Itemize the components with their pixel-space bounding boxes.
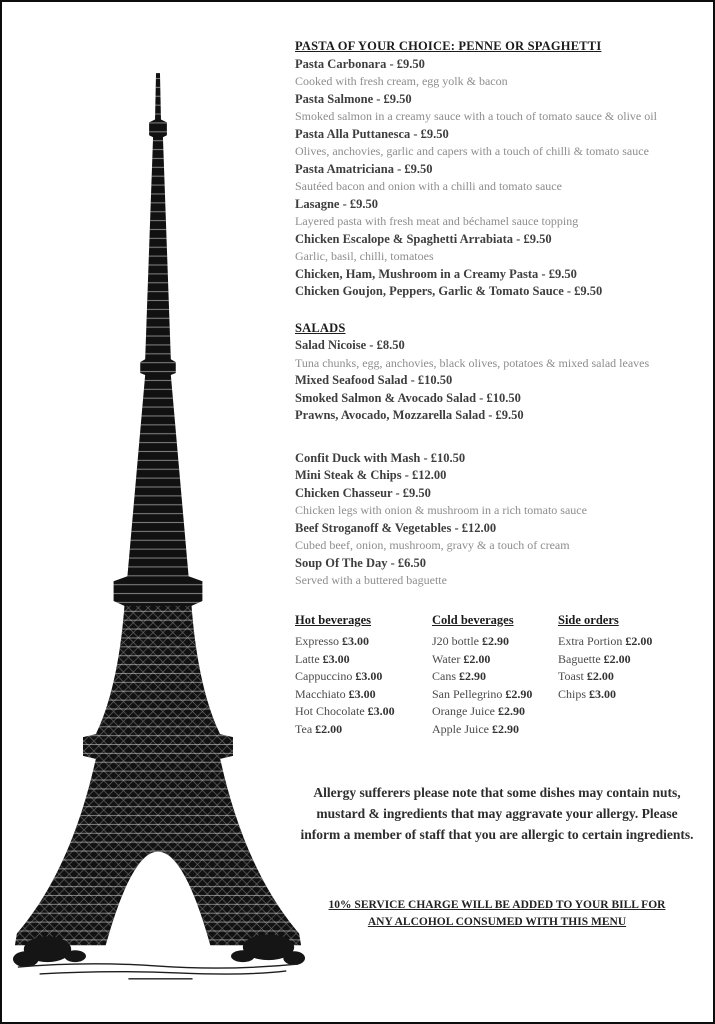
beverage-name: Orange Juice xyxy=(432,704,498,718)
beverage-price: £2.90 xyxy=(505,686,533,701)
menu-section xyxy=(295,450,699,590)
beverage-column xyxy=(295,612,432,739)
beverage-item xyxy=(558,633,678,651)
beverage-column-heading: Side orders xyxy=(558,612,619,627)
menu-item-description: Olives, anchovies, garlic and capers with a touch of chilli & tomato sauce xyxy=(295,144,649,158)
menu-section xyxy=(295,38,699,301)
beverage-item xyxy=(295,703,432,721)
beverage-name: Hot Chocolate xyxy=(295,704,368,718)
eiffel-tower-icon xyxy=(10,54,306,994)
menu-item-description: Garlic, basil, chilli, tomatoes xyxy=(295,249,434,263)
beverage-name: Extra Portion xyxy=(558,634,626,648)
beverage-price: £3.00 xyxy=(589,686,617,701)
beverage-item xyxy=(432,668,558,686)
beverage-name: Macchiato xyxy=(295,686,349,701)
beverage-item xyxy=(295,721,432,739)
beverage-item xyxy=(432,651,558,669)
beverage-name: Tea xyxy=(295,721,316,736)
beverage-price: £3.00 xyxy=(355,669,383,683)
menu-item-name: Lasagne - £9.50 xyxy=(295,196,378,211)
menu-item-name: Mini Steak & Chips - £12.00 xyxy=(295,468,447,482)
menu-item-name: Confit Duck with Mash - £10.50 xyxy=(295,450,466,465)
menu-item-name: Chicken Chasseur - £9.50 xyxy=(295,485,431,500)
eiffel-tower-illustration xyxy=(10,54,306,994)
menu-item-name: Pasta Carbonara - £9.50 xyxy=(295,56,425,71)
beverage-price: £2.90 xyxy=(459,669,486,683)
menu-item-description: Tuna chunks, egg, anchovies, black olives, potatoes & mixed salad leaves xyxy=(295,355,650,370)
menu-item-name: Mixed Seafood Salad - £10.50 xyxy=(295,373,453,387)
menu-item-description: Cooked with fresh cream, egg yolk & bacon xyxy=(295,74,508,88)
beverage-price: £2.00 xyxy=(463,651,491,666)
beverage-item xyxy=(558,651,678,669)
beverage-item xyxy=(558,668,678,686)
beverage-item xyxy=(558,686,678,704)
menu-item-name: Soup Of The Day - £6.50 xyxy=(295,555,427,570)
menu-item-description: Sautéed bacon and onion with a chilli and tomato sauce xyxy=(295,179,562,193)
menu-item-description: Chicken legs with onion & mushroom in a rich tomato sauce xyxy=(295,503,587,517)
menu-item-name: Chicken Goujon, Peppers, Garlic & Tomato Sauce - £9.50 xyxy=(295,284,603,298)
beverage-column xyxy=(558,612,678,739)
beverage-name: Chips xyxy=(558,686,590,701)
beverage-price: £2.00 xyxy=(315,721,343,736)
beverage-name: Cappuccino xyxy=(295,669,356,683)
allergy-note: Allergy sufferers please note that some dishes may contain nuts, mustard & ingredients that may aggravate your allergy. Please inform a member of staff that you are allergic to certain ingredients. xyxy=(300,785,694,842)
beverage-item xyxy=(295,633,432,651)
menu-section xyxy=(295,320,699,425)
beverages-columns xyxy=(295,612,699,739)
beverage-price: £2.00 xyxy=(603,651,631,666)
beverage-name: Baguette xyxy=(558,651,604,666)
beverage-column-heading: Cold beverages xyxy=(432,612,514,627)
beverage-item xyxy=(432,721,558,739)
menu-item-name: Beef Stroganoff & Vegetables - £12.00 xyxy=(295,520,497,535)
beverage-name: San Pellegrino xyxy=(432,686,506,701)
section-heading: PASTA OF YOUR CHOICE: PENNE OR SPAGHETTI xyxy=(295,39,602,53)
beverage-price: £2.90 xyxy=(491,721,519,736)
beverage-item xyxy=(295,686,432,704)
beverage-price: £3.00 xyxy=(322,651,350,666)
beverage-price: £3.00 xyxy=(367,704,395,718)
beverage-column xyxy=(432,612,558,739)
beverage-column-heading: Hot beverages xyxy=(295,612,372,627)
beverage-price: £2.00 xyxy=(625,634,653,648)
beverage-item xyxy=(295,651,432,669)
menu-item-description: Layered pasta with fresh meat and béchamel sauce topping xyxy=(295,214,579,228)
menu-item-name: Smoked Salmon & Avocado Salad - £10.50 xyxy=(295,390,521,405)
menu-item-name: Pasta Alla Puttanesca - £9.50 xyxy=(295,126,449,141)
section-heading: SALADS xyxy=(295,320,346,335)
beverage-name: Water xyxy=(432,651,464,666)
beverage-item xyxy=(432,703,558,721)
menu-sections xyxy=(295,38,699,590)
menu-item-name: Salad Nicoise - £8.50 xyxy=(295,338,405,352)
beverage-price: £3.00 xyxy=(342,634,369,648)
beverage-name: Toast xyxy=(558,669,587,683)
beverage-name: Apple Juice xyxy=(432,721,492,736)
beverage-item xyxy=(432,633,558,651)
menu-item-name: Pasta Amatriciana - £9.50 xyxy=(295,161,433,176)
menu-item-name: Prawns, Avocado, Mozzarella Salad - £9.50 xyxy=(295,408,524,422)
service-charge-note: 10% SERVICE CHARGE WILL BE ADDED TO YOUR BILL FOR ANY ALCOHOL CONSUMED WITH THIS MENU xyxy=(328,899,666,928)
menu-item-description: Cubed beef, onion, mushroom, gravy & a touch of cream xyxy=(295,538,570,552)
beverage-price: £2.00 xyxy=(586,669,614,683)
beverage-name: Cans xyxy=(432,669,459,683)
beverage-item xyxy=(432,686,558,704)
menu-item-name: Chicken Escalope & Spaghetti Arrabiata - £9.50 xyxy=(295,231,552,246)
menu-item-description: Smoked salmon in a creamy sauce with a touch of tomato sauce & olive oil xyxy=(295,109,657,123)
beverage-price: £2.90 xyxy=(482,634,509,648)
menu-item-name: Chicken, Ham, Mushroom in a Creamy Pasta - £9.50 xyxy=(295,266,577,281)
beverage-name: Expresso xyxy=(295,634,342,648)
beverage-item xyxy=(295,668,432,686)
menu-content xyxy=(295,38,699,931)
beverage-price: £3.00 xyxy=(348,686,376,701)
menu-item-description: Served with a buttered baguette xyxy=(295,573,447,587)
beverage-name: Latte xyxy=(295,651,323,666)
menu-item-name: Pasta Salmone - £9.50 xyxy=(295,91,412,106)
beverage-price: £2.90 xyxy=(497,704,525,718)
beverage-name: J20 bottle xyxy=(432,634,482,648)
